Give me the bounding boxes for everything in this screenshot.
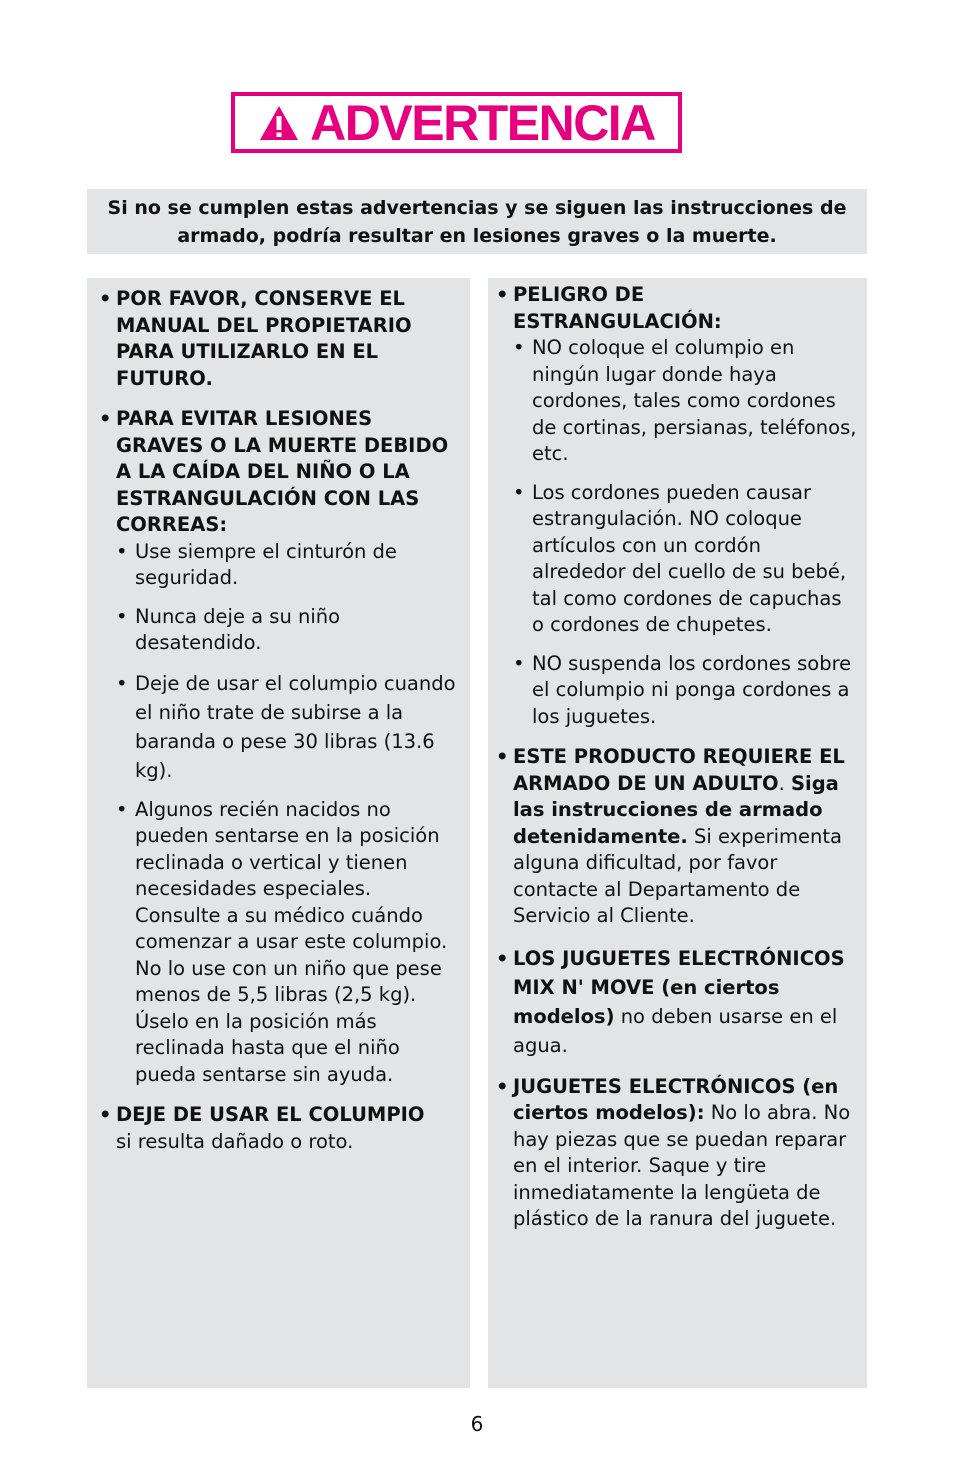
warning-header <box>231 92 682 153</box>
item-period: . <box>778 771 785 795</box>
sub-item: • Use siempre el cinturón de seguridad. <box>116 539 460 592</box>
item-heading: JUGUETES ELECTRÓNICOS (en ciertos modelos): <box>513 1074 839 1124</box>
item-heading: • PELIGRO DE ESTRANGULACIÓN: <box>513 283 722 333</box>
list-item <box>496 744 857 930</box>
list-item <box>99 286 460 392</box>
item-heading: ESTE PRODUCTO REQUIERE EL ARMADO DE UN ADULTO <box>513 745 845 795</box>
item-heading: • PARA EVITAR LESIONES GRAVES O LA MUERTE DEBIDO A LA CAÍDA DEL NIÑO O LA ESTRANGULACIÓN CON LAS CORREAS: <box>116 407 449 536</box>
list-item <box>496 944 857 1060</box>
sub-item: • NO suspenda los cordones sobre el columpio ni ponga cordones a los juguetes. <box>513 651 857 731</box>
sub-item: • Deje de usar el columpio cuando el niño trate de subirse a la baranda o pese 30 libras (13.6 kg). <box>116 669 460 785</box>
sub-item: • NO coloque el columpio en ningún lugar donde haya cordones, tales como cordones de cortinas, persianas, teléfonos, etc. <box>513 335 857 468</box>
page-number: 6 <box>470 1412 484 1436</box>
list-item <box>496 1074 857 1233</box>
left-column <box>87 278 470 1388</box>
list-item <box>496 282 857 730</box>
sub-list <box>116 539 460 1089</box>
item-text: No lo abra. No hay piezas que se puedan reparar en el interior. Saque y tire inmediatamente la lengüeta de plástico de la ranura del juguete. <box>513 1101 851 1230</box>
item-heading: DEJE DE USAR EL COLUMPIO <box>116 1103 425 1126</box>
warning-summary: Si no se cumplen estas advertencias y se siguen las instrucciones de armado, podría resultar en lesiones graves o la muerte. <box>87 189 867 254</box>
list-item <box>99 406 460 1088</box>
list-item <box>99 1102 460 1155</box>
warning-title: ADVERTENCIA <box>310 94 655 151</box>
item-heading: LOS JUGUETES ELECTRÓNICOS MIX N' MOVE (en ciertos modelos) <box>513 946 845 1028</box>
right-column <box>488 278 867 1388</box>
sub-item: • Los cordones pueden causar estrangulación. NO coloque artículos con un cordón alrededor del cuello de su bebé, tal como cordones de capuchas o cordones de chupetes. <box>513 480 857 639</box>
warning-triangle-icon <box>258 104 300 142</box>
sub-item: • Algunos recién nacidos no pueden sentarse en la posición reclinada o vertical y tienen necesidades especiales. Consulte a su médico cuándo comenzar a usar este columpio. No lo use con un niño que pese menos de 5,5 libras (2,5 kg). Úselo en la posición más reclinada hasta que el niño pueda sentarse sin ayuda. <box>116 797 460 1089</box>
sub-list <box>513 335 857 730</box>
item-text: Si experimenta alguna dificultad, por favor contacte al Departamento de Servicio al Cliente. <box>513 824 842 927</box>
sub-item: • Nunca deje a su niño desatendido. <box>116 604 460 657</box>
item-subheading: Siga las instrucciones de armado detenidamente. <box>513 771 839 848</box>
item-heading: POR FAVOR, CONSERVE EL MANUAL DEL PROPIETARIO PARA UTILIZARLO EN EL FUTURO. <box>116 287 412 390</box>
item-text: si resulta dañado o roto. <box>116 1129 354 1153</box>
item-text: no deben usarse en el agua. <box>513 1004 838 1057</box>
